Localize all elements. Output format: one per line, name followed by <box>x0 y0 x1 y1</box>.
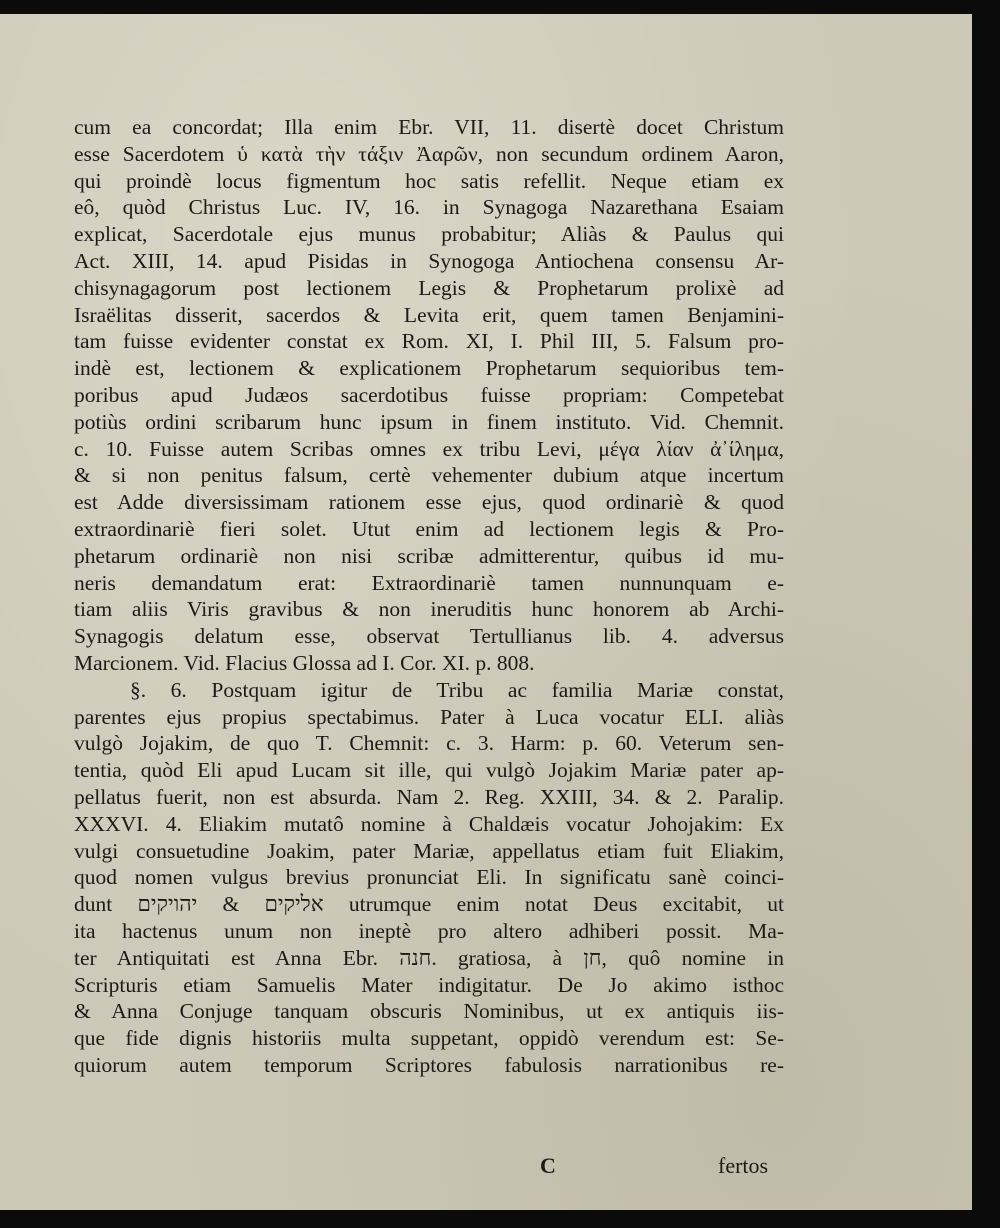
text-line: indè est, lectionem & explicationem Prophetarum sequioribus tem- <box>74 356 784 381</box>
text-line: extraordinariè fieri solet. Utut enim ad lectionem legis & Pro- <box>74 516 784 541</box>
text-line: dunt אליקים & יהויקים utrumque enim notat Deus excitabit, ut <box>74 892 784 917</box>
text-line: Act. XIII, 14. apud Pisidas in Synogoga Antiochena consensu Ar- <box>74 248 784 273</box>
text-line: eô, quòd Christus Luc. IV, 16. in Synagoga Nazarethana Esaiam <box>74 195 784 220</box>
catchword: fertos <box>718 1153 769 1178</box>
text-line: vulgò Jojakim, de quo T. Chemnit: c. 3. Harm: p. 60. Veterum sen- <box>74 731 784 756</box>
text-line: qui proindè locus figmentum hoc satis refellit. Neque etiam ex <box>74 168 784 193</box>
text-line: & si non penitus falsum, certè vehementer dubium atque incertum <box>74 463 784 488</box>
text-line: potiùs ordini scribarum hunc ipsum in finem instituto. Vid. Chemnit. <box>74 409 784 434</box>
text-line: & Anna Conjuge tanquam obscuris Nominibus, ut ex antiquis iis- <box>74 999 784 1024</box>
text-line: esse Sacerdotem ὑ κατὰ τὴν τάξιν Ἀαρῶν, non secundum ordinem Aaron, <box>74 141 784 166</box>
text-line: quiorum autem temporum Scriptores fabulosis narrationibus re- <box>74 1052 784 1077</box>
text-line: cum ea concordat; Illa enim Ebr. VII, 11. disertè docet Christum <box>74 115 784 139</box>
text-line: pellatus fuerit, non est absurda. Nam 2. Reg. XXIII, 34. & 2. Paralip. <box>74 784 784 809</box>
text-line: neris demandatum erat: Extraordinariè tamen nunnunquam e- <box>74 570 784 595</box>
text-line: explicat, Sacerdotale ejus munus probabitur; Aliàs & Paulus qui <box>74 222 784 247</box>
text-line: tam fuisse evidenter constat ex Rom. XI, I. Phil III, 5. Falsum pro- <box>74 329 784 354</box>
text-line: que fide dignis historiis multa suppetant, oppidò verendum est: Se- <box>74 1026 784 1051</box>
section-heading-line: §. 6. Postquam igitur de Tribu ac familia Mariæ constat, <box>130 677 784 702</box>
text-line: ita hactenus unum non ineptè pro altero adhiberi possit. Ma- <box>74 918 784 943</box>
text-line: ter Antiquitati est Anna Ebr. חנה. gratiosa, à חן, quô nomine in <box>74 945 784 970</box>
text-line: vulgi consuetudine Joakim, pater Mariæ, appellatus etiam fuit Eliakim, <box>74 838 784 863</box>
signature-mark: C <box>540 1153 556 1178</box>
text-line: Scripturis etiam Samuelis Mater indigitatur. De Jo akimo isthoc <box>74 972 784 997</box>
text-line: tiam aliis Viris gravibus & non ineruditis hunc honorem ab Archi- <box>74 597 784 622</box>
book-page <box>0 14 972 1210</box>
text-line: c. 10. Fuisse autem Scribas omnes ex tribu Levi, μέγα λίαν ἀ᾽ίλημα, <box>74 436 784 461</box>
page-text-block <box>74 114 784 1079</box>
text-line: parentes ejus propius spectabimus. Pater à Luca vocatur ELI. aliàs <box>74 704 784 729</box>
text-line: poribus apud Judæos sacerdotibus fuisse propriam: Competebat <box>74 382 784 407</box>
text-line: XXXVI. 4. Eliakim mutatô nomine à Chaldæis vocatur Johojakim: Ex <box>74 811 784 836</box>
text-line: quod nomen vulgus brevius pronunciat Eli. In significatu sanè coinci- <box>74 865 784 890</box>
text-line: Synagogis delatum esse, observat Tertullianus lib. 4. adversus <box>74 624 784 649</box>
text-line: Marcionem. Vid. Flacius Glossa ad I. Cor. XI. p. 808. <box>74 650 535 675</box>
text-line: chisynagagorum post lectionem Legis & Prophetarum prolixè ad <box>74 275 784 300</box>
text-line: phetarum ordinariè non nisi scribæ admitterentur, quibus id mu- <box>74 543 784 568</box>
text-line: tentia, quòd Eli apud Lucam sit ille, qui vulgò Jojakim Mariæ pater ap- <box>74 758 784 783</box>
text-line: est Adde diversissimam rationem esse ejus, quod ordinariè & quod <box>74 490 784 515</box>
text-line: Israëlitas disserit, sacerdos & Levita erit, quem tamen Benjamini- <box>74 302 784 327</box>
